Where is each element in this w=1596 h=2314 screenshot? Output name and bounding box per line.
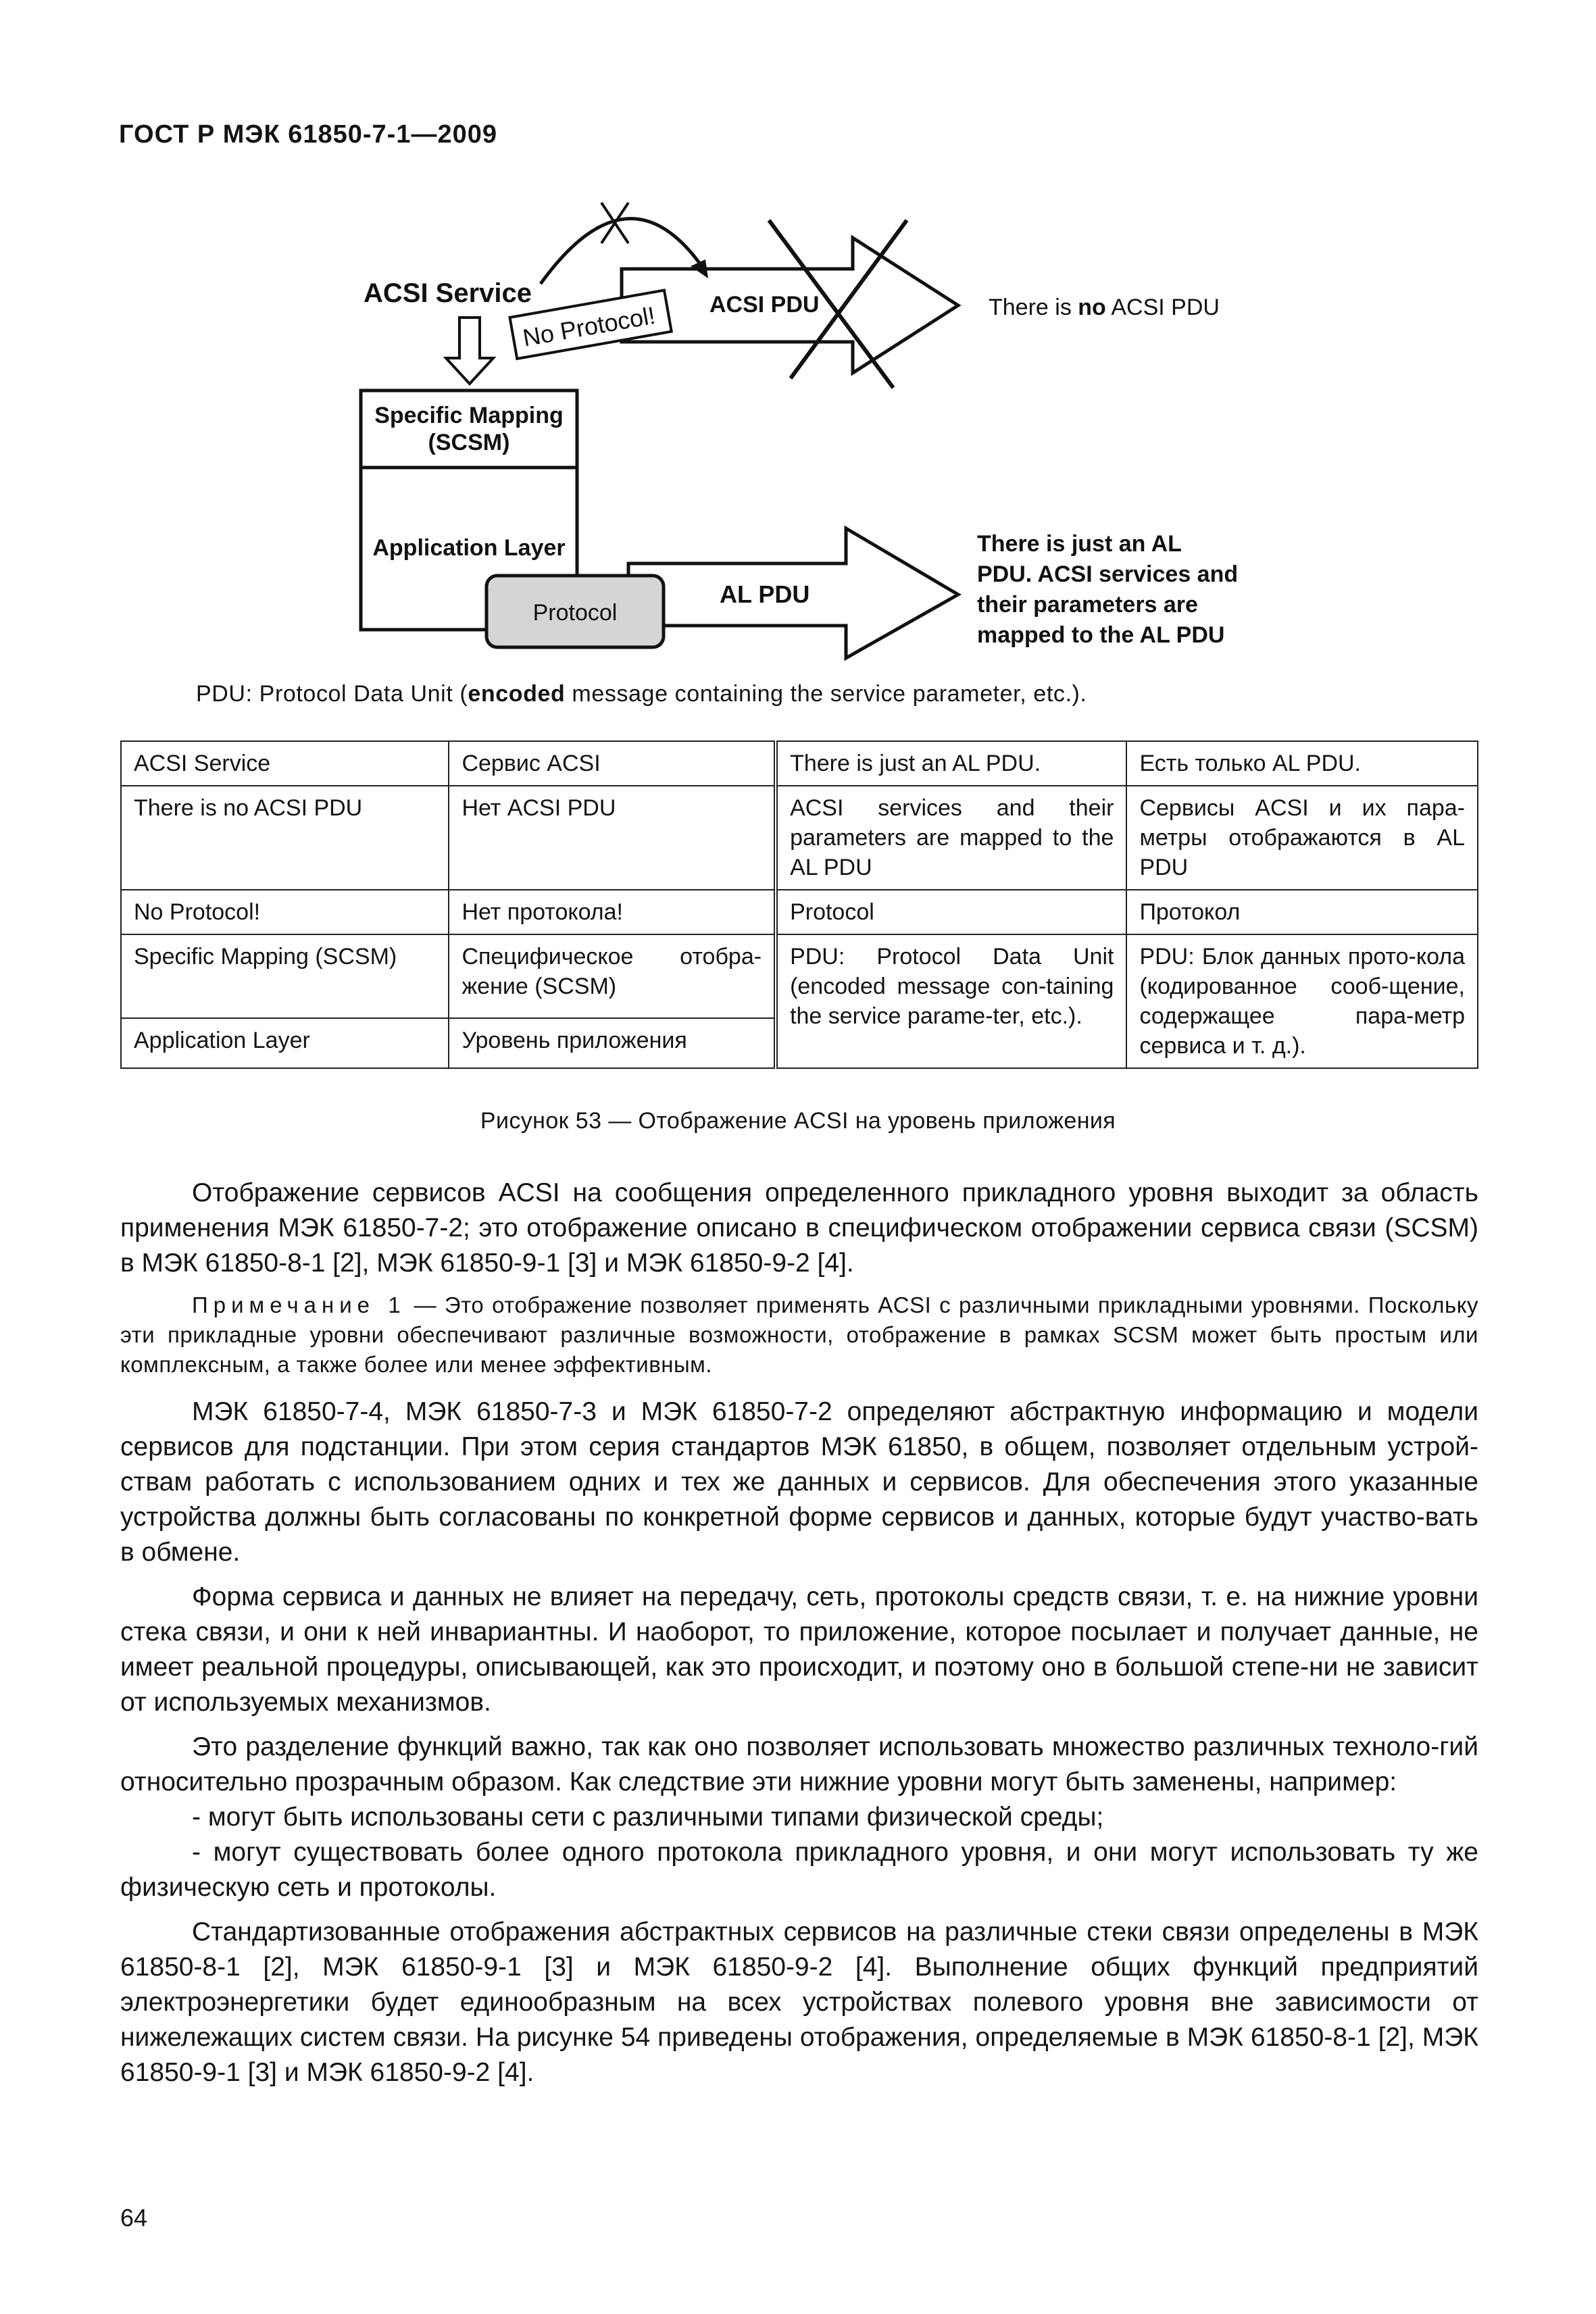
table-row	[121, 934, 1478, 1018]
page-number: 64	[120, 2204, 148, 2232]
al-note-line-4: mapped to the AL PDU	[977, 622, 1225, 648]
paragraph: Это разделение функций важно, так как оно позволяет использовать множество различных техноло-гий относительно прозрачным образом. Как следствие эти нижние уровни могут быть заменены, например:	[120, 1732, 1478, 1796]
note-text: — Это отображение позволяет применять ACSI с различными прикладными уровнями. Поскольку эти прикладные уровни обеспечивают различные возможности, отображение в рамках SCSM может быть простым или комплексным, а также более или менее эффективным.	[120, 1292, 1478, 1377]
acsi-service-label: ACSI Service	[364, 278, 532, 308]
table-row	[121, 786, 1478, 890]
curved-arrow	[541, 203, 708, 284]
table-cell: There is just an AL PDU.	[776, 741, 1126, 786]
down-arrow	[446, 318, 493, 384]
table-cell: Protocol	[776, 890, 1126, 934]
paragraph: Форма сервиса и данных не влияет на передачу, сеть, протоколы средств связи, т. е. на нижние уровни стека связи, и они к ней инвариантны. И наоборот, то приложение, которое посылает и получает данные, не имеет реальной процедуры, описывающей, как это происходит, и поэтому оно в большой степе-ни не зависит от используемых механизмов.	[120, 1582, 1478, 1717]
table-cell: Протокол	[1126, 890, 1478, 934]
table-cell: Сервис ACSI	[449, 741, 776, 786]
table-cell: Specific Mapping (SCSM)	[121, 934, 449, 1018]
specific-mapping-label-1: Specific Mapping	[374, 403, 564, 428]
table-cell: ACSI services and their parameters are mapped to the AL PDU	[776, 786, 1126, 890]
acsi-mapping-diagram	[0, 0, 1596, 676]
application-layer-label: Application Layer	[372, 535, 566, 561]
acsi-pdu-label: ACSI PDU	[709, 292, 820, 318]
specific-mapping-label-2: (SCSM)	[428, 430, 510, 455]
al-pdu-label: AL PDU	[720, 580, 810, 608]
table-cell: Сервисы ACSI и их пара-метры отображаются в AL PDU	[1126, 786, 1478, 890]
protocol-label: Protocol	[532, 600, 618, 626]
table-cell: ACSI Service	[121, 741, 449, 786]
legend-table	[120, 740, 1478, 1069]
pdu-definition: PDU: Protocol Data Unit (encoded message containing the service parameter, etc.).	[196, 681, 1087, 707]
al-note-line-2: PDU. ACSI services and	[977, 561, 1239, 587]
al-note-line-3: their parameters are	[977, 592, 1198, 618]
note-paragraph	[120, 1290, 1478, 1380]
no-acsi-pdu-note: There is no ACSI PDU	[989, 295, 1220, 320]
no-protocol-box	[509, 291, 671, 359]
table-cell: Уровень приложения	[449, 1018, 776, 1068]
paragraph: Стандартизованные отображения абстрактных сервисов на различные стеки связи определены в МЭК 61850-8-1 [2], МЭК 61850-9-1 [3] и МЭК 61850-9-2 [4]. Выполнение общих функций предприятий электроэнергетики будет единообразным на всех устройствах полевого уровня вне зависимости от нижележащих систем связи. На рисунке 54 приведены отображения, определяемые в МЭК 61850-8-1 [2], МЭК 61850-9-1 [3] и МЭК 61850-9-2 [4].	[120, 1917, 1478, 2087]
table-cell: Application Layer	[121, 1018, 449, 1068]
al-note-line-1: There is just an AL	[977, 531, 1182, 557]
no-protocol-label: No Protocol!	[520, 301, 657, 352]
table-cell: Есть только AL PDU.	[1126, 741, 1478, 786]
table-cell: PDU: Protocol Data Unit (encoded message con-taining the service parame-ter, etc.).	[776, 934, 1126, 1068]
paragraph: Отображение сервисов ACSI на сообщения определенного прикладного уровня выходит за область применения МЭК 61850-7-2; это отображение описано в специфическом отображении сервиса связи (SCSM) в МЭК 61850-8-1 [2], МЭК 61850-9-1 [3] и МЭК 61850-9-2 [4].	[120, 1178, 1478, 1278]
table-cell: There is no ACSI PDU	[121, 786, 449, 890]
figure-caption: Рисунок 53 — Отображение ACSI на уровень приложения	[480, 1108, 1116, 1134]
paragraph: МЭК 61850-7-4, МЭК 61850-7-3 и МЭК 61850-7-2 определяют абстрактную информацию и модели сервисов для подстанции. При этом серия стандартов МЭК 61850, в общем, позволяет отдельным устрой-ствам работать с использованием одних и тех же данных и сервисов. Для обеспечения этого указанные устройства должны быть согласованы по конкретной форме сервисов и данных, которые будут участво-вать в обмене.	[120, 1397, 1478, 1567]
table-cell: No Protocol!	[121, 890, 449, 934]
list-item: - могут существовать более одного протокола прикладного уровня, и они могут использовать ту же физическую сеть и протоколы.	[120, 1838, 1478, 1902]
table-cell: Нет протокола!	[449, 890, 776, 934]
list-item: - могут быть использованы сети с различными типами физической среды;	[192, 1803, 1104, 1832]
note-label: Примечание 1	[192, 1292, 406, 1317]
document-header: ГОСТ Р МЭК 61850-7-1—2009	[119, 120, 497, 149]
table-cell: Нет ACSI PDU	[449, 786, 776, 890]
body-text	[120, 1176, 1478, 2100]
table-row	[121, 890, 1478, 934]
table-row	[121, 741, 1478, 786]
table-cell: Специфическое отобра-жение (SCSM)	[449, 934, 776, 1018]
table-cell: PDU: Блок данных прото-кола (кодированное сооб-щение, содержащее пара-метр сервиса и т. д.).	[1126, 934, 1478, 1068]
